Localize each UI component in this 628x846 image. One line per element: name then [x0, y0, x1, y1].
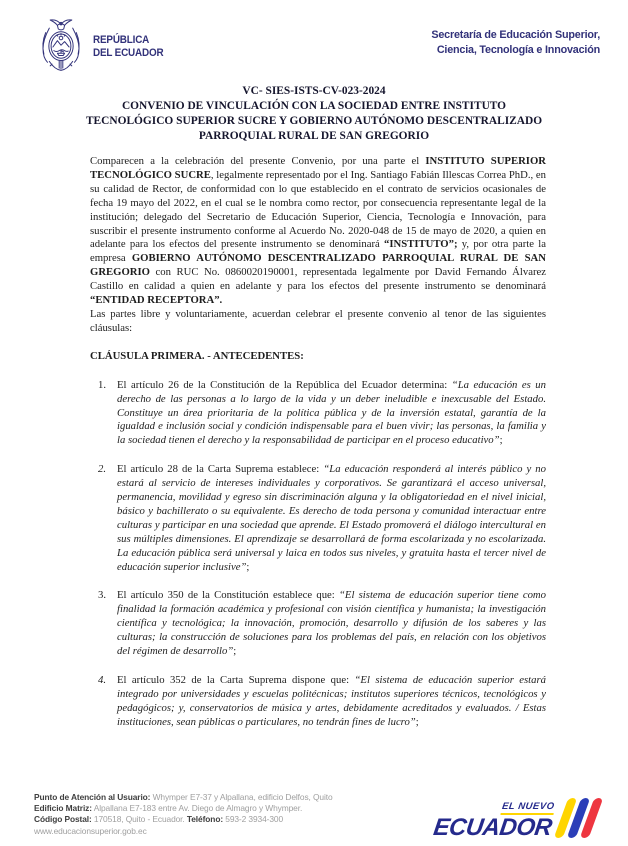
list-item-text: El artículo 350 de la Constitución establece que: “El sistema de educación superior tiene como finalidad la formación académica y profesional con visión científica y humanista; la investigación científica y tecnológica; la innovación, promoción, desarrollo y difusión de los saberes y las culturas; la construcción de soluciones para los problemas del país, en relación con los objetivos del régimen de desarrollo”;	[117, 589, 546, 658]
footer-line-postal-phone: Código Postal: 170518, Quito - Ecuador. Teléfono: 593-2 3934-300	[34, 814, 283, 825]
republic-name	[93, 34, 163, 60]
ecuador-coat-of-arms-icon	[34, 16, 88, 78]
secretaria-line1: Secretaría de Educación Superior,	[431, 29, 600, 41]
document-title-block	[0, 84, 628, 144]
secretaria-name	[431, 28, 600, 57]
logo-text	[432, 796, 556, 840]
list-item-3	[90, 589, 546, 659]
republic-brand	[34, 16, 171, 78]
header	[34, 16, 600, 78]
list-item-number: 3.	[98, 589, 107, 602]
flag-stripes-icon	[554, 798, 604, 838]
list-item-number: 2.	[98, 463, 107, 476]
list-item-text: El artículo 26 de la Constitución de la República del Ecuador determina: “La educación es un derecho de las personas a lo largo de la vida y un deber ineludible e inexcusable del Estado. Constituye un área prioritaria de la política pública y de la inversión estatal, garantía de la igualdad e inclusión social y condición indispensable para el buen vivir; las personas, la familia y la sociedad tienen el derecho y la responsabilidad de participar en el proceso educativo”;	[117, 378, 546, 447]
document-code: VC- SIES-ISTS-CV-023-2024	[242, 85, 386, 97]
republic-name-line2: DEL ECUADOR	[93, 47, 164, 59]
agreement-paragraph: Las partes libre y voluntariamente, acuerdan celebrar el presente convenio al tenor de las siguientes cláusulas:	[90, 307, 546, 334]
clause-heading: CLÁUSULA PRIMERA. - ANTECEDENTES:	[90, 349, 304, 362]
el-nuevo-label: EL NUEVO	[501, 801, 555, 815]
republic-name-line1: REPÚBLICA	[93, 34, 150, 47]
list-item-1	[90, 379, 546, 449]
list-item-text: El artículo 28 de la Carta Suprema establece: “La educación responderá al interés público y no estará al servicio de intereses individuales y corporativos. Se garantizará el acceso universal, permanencia, movilidad y egreso sin discriminación alguna y la obligatoriedad en el nivel inicial, básico y bachillerato o su equivalente. Es derecho de toda persona y comunidad interactuar entre culturas y participar en una sociedad que aprende. El Estado promoverá el diálogo intercultural en sus múltiples dimensiones. El aprendizaje se desarrollará de forma escolarizada y no escolarizada. La educación pública será universal y laica en todos sus niveles, y gratuita hasta el tercer nivel de educación superior inclusive”;	[117, 463, 546, 573]
list-item-4	[90, 674, 546, 730]
footer-website: www.educacionsuperior.gob.ec	[34, 825, 147, 836]
footer-line-building: Edificio Matriz: Alpallana E7-183 entre Av. Diego de Almagro y Whymper.	[34, 803, 303, 814]
antecedentes-list	[90, 379, 546, 730]
ecuador-label: ECUADOR	[431, 814, 554, 841]
document-title: CONVENIO DE VINCULACIÓN CON LA SOCIEDAD ENTRE INSTITUTO TECNOLÓGICO SUPERIOR SUCRE Y GOBIERNO AUTÓNOMO DESCENTRALIZADO PARROQUIAL RURAL DE SAN GREGORIO	[85, 100, 543, 142]
footer-contact-info	[34, 792, 333, 837]
opening-paragraph: Comparecen a la celebración del presente Convenio, por una parte el INSTITUTO SUPERIOR TECNOLÓGICO SUCRE, legalmente representado por el Ing. Santiago Fabián Illescas Correa PhD., en su calidad de Rector, de conformidad con lo que establecido en el contrato de servicios ocasionales de fecha 19 mayo del 2022, en el cual se le nombra como rector, por consecuencia representante legal de la institución; delegado del Secretario de Educación Superior, Ciencia, Tecnología e Innovación, para suscribir el presente instrumento conforme al Acuerdo No. 2020-048 de 15 de mayo de 2020, a quien en adelante para los efectos del presente instrumento se denominará “INSTITUTO”; y, por otra parte la empresa GOBIERNO AUTÓNOMO DESCENTRALIZADO PARROQUIAL RURAL DE SAN GREGORIO con RUC No. 0860020190001, representada legalmente por David Fernando Álvarez Castillo en calidad a quien en adelante y para los efectos del presente instrumento se denominará “ENTIDAD RECEPTORA”.	[90, 155, 546, 307]
el-nuevo-ecuador-logo	[431, 796, 596, 841]
list-item-2	[90, 463, 546, 574]
list-item-text: El artículo 352 de la Carta Suprema dispone que: “El sistema de educación superior estará integrado por universidades y escuelas politécnicas; institutos superiores técnicos, tecnológicos y pedagógicos; y, conservatorios de música y artes, debidamente acreditados y evaluados. / Estas instituciones, sean públicas o particulares, no tendrán fines de lucro”;	[117, 674, 546, 728]
list-item-number: 4.	[98, 674, 107, 686]
footer	[34, 792, 602, 840]
list-item-number: 1.	[98, 378, 107, 391]
document-body	[90, 155, 546, 730]
footer-line-attention: Punto de Atención al Usuario: Whymper E7-37 y Alpallana, edificio Delfos, Quito	[34, 792, 333, 802]
secretaria-line2: Ciencia, Tecnología e Innovación	[436, 43, 600, 56]
